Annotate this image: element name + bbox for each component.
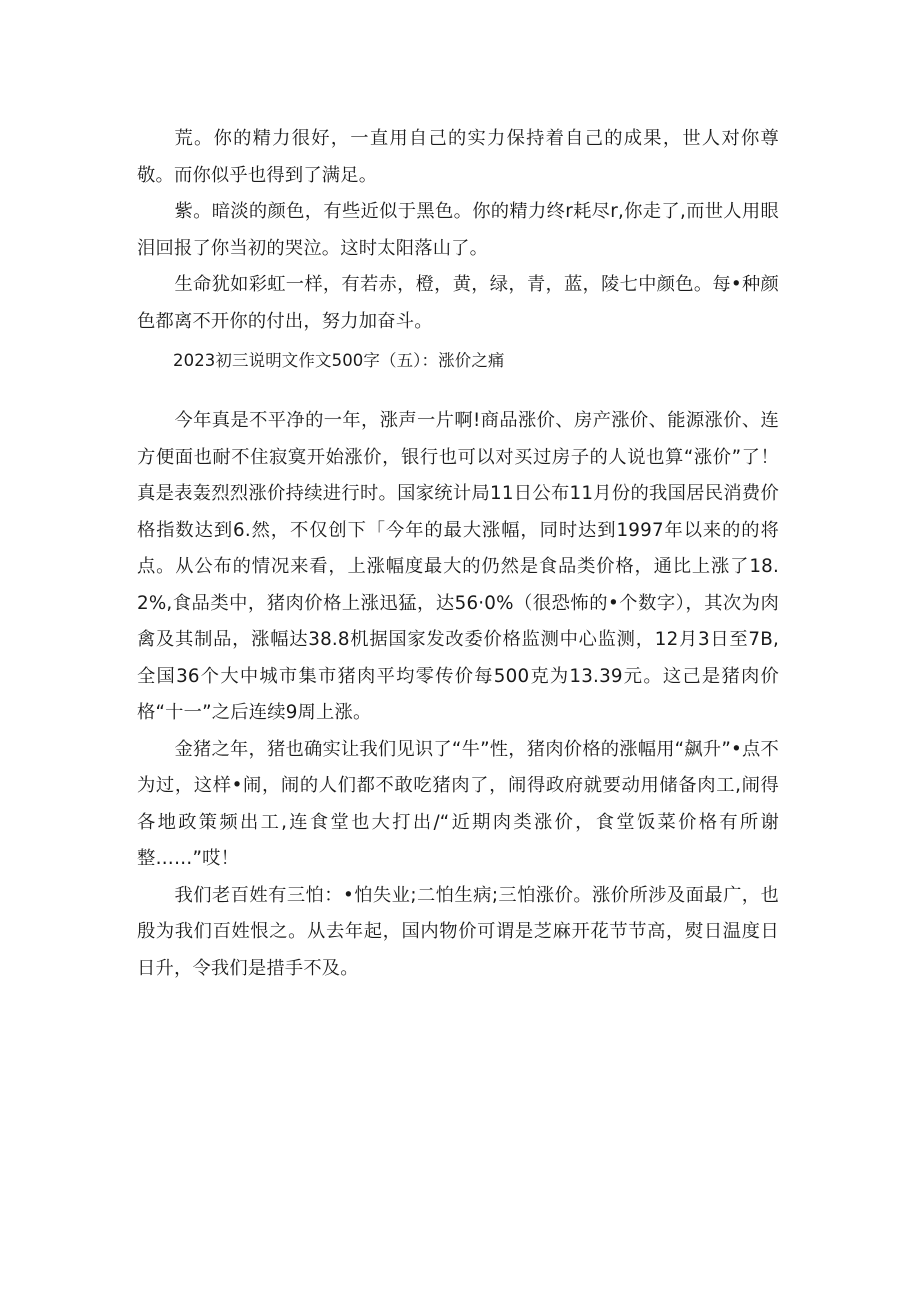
section-heading: 2023初三说明文作文500字（五）：涨价之痛 <box>173 351 505 370</box>
paragraph-price-rise: 今年真是不平净的一年，涨声一片啊!商品涨价、房产涨价、能源涨价、连方便面也耐不住寂寞开始涨价，银行也可以对买过房子的人说也算“涨价”了！真是表轰烈烈涨价持续进行时。国家统计局11日公布11月份的我国居民消费价格指数达到6.然，不仅创下「今年的最大涨幅，同时达到1997年以来的的将点。从公布的情况来看，上涨幅度最大的仍然是食品类价格，通比上涨了18.2%,食品类中，猪肉价格上涨迅猛，达56·0%（很恐怖的•个数字），其次为肉禽及其制品，涨幅达38.8机据国家发改委价格监测中心监测，12月3日至7B,全国36个大中城市集市猪肉平均零传价每500克为13.39元。这己是猪肉价格“十一”之后连续9周上涨。 <box>137 410 779 723</box>
paragraph-continued-orange: 荒。你的精力很好，一直用自己的实力保持着自己的成果，世人对你尊敬。而你似乎也得到了满足。 <box>137 128 779 186</box>
heading-spacer <box>137 377 779 403</box>
paragraph-golden-pig: 金猪之年，猪也确实让我们见识了“牛”性，猪肉价格的涨幅用“飙升”•点不为过，这样•闹，闹的人们都不敢吃猪肉了，闹得政府就要动用储备肉工,闹得各地政策频出工,连食堂也大打出/“近期肉类涨价，食堂饭菜价格有所谢整……”哎！ <box>137 738 779 869</box>
document-body <box>137 121 779 987</box>
paragraph-purple: 紫。暗淡的颜色，有些近似于黑色。你的精力终r耗尽r,你走了,而世人用眼泪回报了你当初的哭泣。这时太阳落山了。 <box>137 201 779 259</box>
paragraph-rainbow: 生命犹如彩虹一样，有若赤，橙，黄，绿，青，蓝，陵七中颜色。每•种颜色都离不开你的付出，努力加奋斗。 <box>137 274 779 332</box>
paragraph-three-fears: 我们老百姓有三怕：•怕失业;二怕生病;三怕涨价。涨价所涉及面最广，也殷为我们百姓恨之。从去年起，国内物价可谓是芝麻开花节节高，熨日温度日日升，令我们是措手不及。 <box>137 884 779 979</box>
